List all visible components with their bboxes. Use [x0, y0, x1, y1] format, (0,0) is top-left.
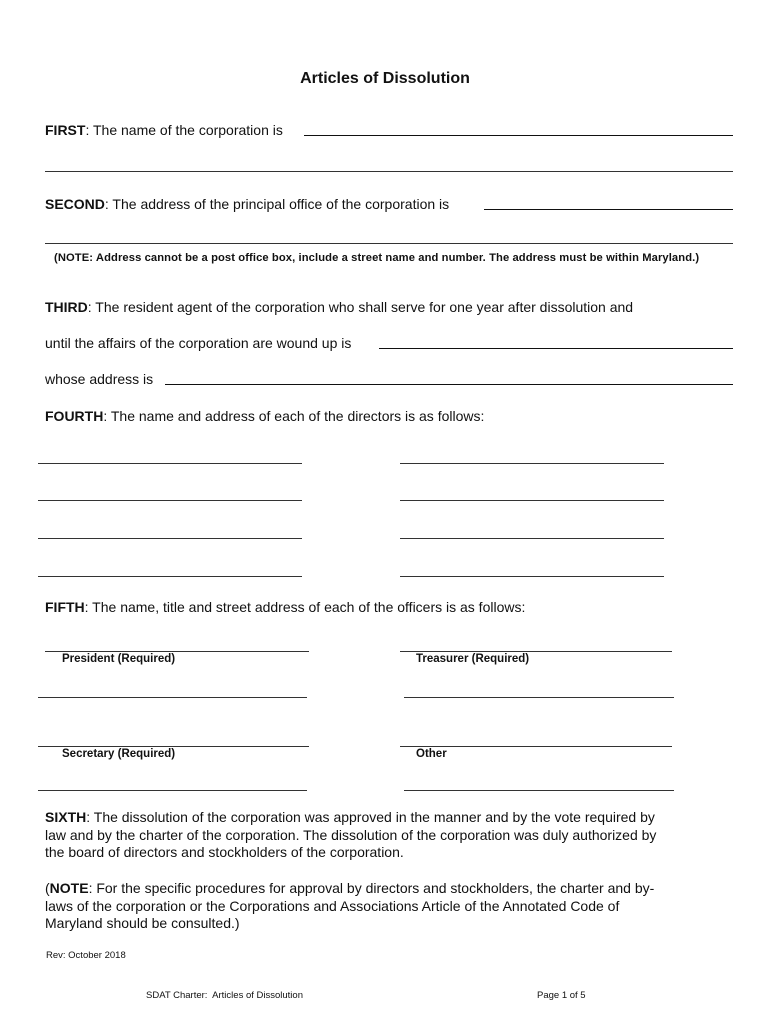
sixth-article — [45, 809, 656, 862]
procedure-note — [45, 880, 654, 933]
corporation-name-field-continued[interactable] — [45, 171, 733, 172]
address-note: (NOTE: Address cannot be a post office box, include a street name and number. The address must be within Maryland.) — [54, 252, 700, 264]
other-officer-name-field[interactable] — [400, 746, 672, 747]
treasurer-name-field[interactable] — [400, 651, 672, 652]
fifth-article — [45, 599, 525, 616]
footer-title: SDAT Charter: Articles of Dissolution — [146, 990, 303, 1001]
procedure-note-line3: Maryland should be consulted.) — [45, 915, 240, 931]
second-text: : The address of the principal office of the corporation is — [104, 196, 450, 212]
revision-date: Rev: October 2018 — [46, 950, 126, 961]
third-label: THIRD — [45, 299, 88, 315]
third-text: : The resident agent of the corporation who shall serve for one year after dissolution and — [87, 299, 634, 315]
resident-agent-field[interactable] — [379, 348, 733, 349]
fourth-text: : The name and address of each of the directors is as follows: — [103, 408, 485, 424]
fifth-text: : The name, title and street address of each of the officers is as follows: — [84, 599, 526, 615]
fourth-label: FOURTH — [45, 408, 104, 424]
procedure-note-label: NOTE — [49, 880, 89, 896]
third-line2: until the affairs of the corporation are wound up is — [45, 335, 352, 351]
director-field-1[interactable] — [38, 463, 302, 464]
president-address-field[interactable] — [38, 697, 307, 698]
agent-address-field[interactable] — [165, 384, 733, 385]
page-title: Articles of Dissolution — [300, 70, 470, 87]
principal-office-field-continued[interactable] — [45, 243, 733, 244]
third-article — [45, 299, 633, 316]
secretary-label: Secretary (Required) — [62, 748, 176, 760]
first-article — [45, 122, 283, 139]
other-officer-address-field[interactable] — [404, 790, 674, 791]
treasurer-address-field[interactable] — [404, 697, 674, 698]
director-field-8[interactable] — [400, 576, 664, 577]
other-officer-label: Other — [416, 748, 447, 760]
director-field-2[interactable] — [400, 463, 664, 464]
director-field-6[interactable] — [400, 538, 664, 539]
third-line3: whose address is — [45, 371, 154, 387]
first-label: FIRST — [45, 122, 86, 138]
corporation-name-field[interactable] — [304, 135, 733, 136]
president-name-field[interactable] — [45, 651, 309, 652]
procedure-note-open: ( — [45, 880, 50, 896]
secretary-address-field[interactable] — [38, 790, 307, 791]
sixth-line2: law and by the charter of the corporation. The dissolution of the corporation was duly authorized by — [45, 826, 657, 843]
second-article — [45, 196, 449, 213]
director-field-3[interactable] — [38, 500, 302, 501]
director-field-5[interactable] — [38, 538, 302, 539]
treasurer-label: Treasurer (Required) — [416, 653, 530, 665]
procedure-note-line1: : For the specific procedures for approval by directors and stockholders, the charter and by- — [88, 880, 655, 896]
principal-office-field[interactable] — [484, 209, 733, 210]
page-number: Page 1 of 5 — [537, 990, 586, 1001]
director-field-7[interactable] — [38, 576, 302, 577]
fourth-article — [45, 408, 484, 425]
sixth-line3: the board of directors and stockholders of the corporation. — [45, 844, 404, 860]
first-text: : The name of the corporation is — [85, 122, 283, 138]
sixth-label: SIXTH — [45, 809, 87, 825]
president-label: President (Required) — [62, 653, 176, 665]
director-field-4[interactable] — [400, 500, 664, 501]
fifth-label: FIFTH — [45, 599, 85, 615]
sixth-line1: : The dissolution of the corporation was approved in the manner and by the vote required by — [86, 809, 655, 825]
second-label: SECOND — [45, 196, 105, 212]
secretary-name-field[interactable] — [38, 746, 309, 747]
procedure-note-line2: laws of the corporation or the Corporations and Associations Article of the Annotated Code of — [45, 897, 620, 914]
